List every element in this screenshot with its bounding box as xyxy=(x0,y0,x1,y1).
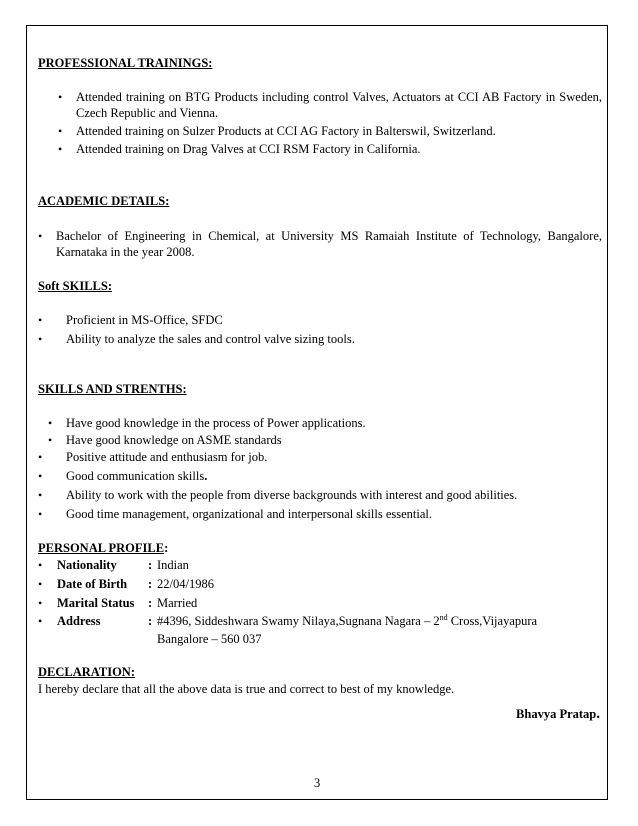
training-item-2: Attended training on Sulzer Products at CCI AG Factory in Balterswil, Switzerland. xyxy=(76,124,496,138)
training-item-1: Attended training on BTG Products including control Valves, Actuators at CCI AB Factory in Sweden, Czech Republic and Vienna. xyxy=(76,90,602,120)
profile-sep: : xyxy=(148,577,153,591)
bullet-icon: • xyxy=(58,142,63,156)
profile-label-nationality: Nationality xyxy=(57,558,117,572)
soft-skill-item-1: Proficient in MS-Office, SFDC xyxy=(66,313,223,327)
training-item-3: Attended training on Drag Valves at CCI RSM Factory in California. xyxy=(76,142,421,156)
bullet-icon: • xyxy=(58,90,63,104)
skill-item-4-text: Good communication skills xyxy=(66,469,205,483)
trainings-heading: PROFESSIONAL TRAININGS: xyxy=(38,56,213,70)
bullet-icon: • xyxy=(38,450,43,464)
academic-item-1: Bachelor of Engineering in Chemical, at University MS Ramaiah Institute of Technology, Bangalore, Karnataka in the year 2008. xyxy=(56,229,602,259)
address-line-2: Bangalore – 560 037 xyxy=(157,632,262,646)
bullet-icon: • xyxy=(38,558,43,572)
declaration-heading: DECLARATION: xyxy=(38,665,135,679)
skill-item-5: Ability to work with the people from diverse backgrounds with interest and good abilities. xyxy=(66,488,518,502)
profile-value-dob: 22/04/1986 xyxy=(157,577,214,591)
profile-label-marital: Marital Status xyxy=(57,596,135,610)
profile-value-marital: Married xyxy=(157,596,198,610)
profile-heading-colon: : xyxy=(164,541,169,555)
profile-label-address: Address xyxy=(57,614,101,628)
bullet-icon: • xyxy=(48,416,53,430)
bullet-icon: • xyxy=(58,124,63,138)
soft-skill-item-2: Ability to analyze the sales and control valve sizing tools. xyxy=(66,332,355,346)
profile-label-dob: Date of Birth xyxy=(57,577,128,591)
bullet-icon: • xyxy=(38,229,43,243)
bullet-icon: • xyxy=(38,313,43,327)
profile-heading-text: PERSONAL PROFILE xyxy=(38,541,165,555)
signature-name: Bhavya Pratap xyxy=(516,707,597,721)
bullet-icon: • xyxy=(38,577,43,591)
bullet-icon: • xyxy=(38,469,43,483)
profile-sep: : xyxy=(148,558,153,572)
profile-value-address xyxy=(157,613,537,629)
soft-skills-heading: Soft SKILLS: xyxy=(38,279,112,293)
skills-heading: SKILLS AND STRENTHS: xyxy=(38,382,187,396)
bullet-icon: • xyxy=(38,614,43,628)
skill-item-2: Have good knowledge on ASME standards xyxy=(66,433,282,447)
signature xyxy=(516,706,600,722)
signature-period: . xyxy=(596,706,600,722)
bullet-icon: • xyxy=(38,596,43,610)
profile-sep: : xyxy=(148,614,153,628)
skill-item-6: Good time management, organizational and interpersonal skills essential. xyxy=(66,507,432,521)
page-number: 3 xyxy=(314,776,321,790)
address-ordinal: nd xyxy=(439,612,448,622)
bullet-icon: • xyxy=(38,488,43,502)
academic-heading: ACADEMIC DETAILS: xyxy=(38,194,170,208)
address-line-1: #4396, Siddeshwara Swamy Nilaya,Sugnana Nagara – 2 xyxy=(157,614,440,628)
bullet-icon: • xyxy=(38,332,43,346)
profile-heading xyxy=(38,540,168,556)
bullet-icon: • xyxy=(38,507,43,521)
bullet-icon: • xyxy=(48,433,53,447)
address-line-1-rest: Cross,Vijayapura xyxy=(447,614,538,628)
declaration-text: I hereby declare that all the above data is true and correct to best of my knowledge. xyxy=(38,682,455,696)
profile-sep: : xyxy=(148,596,153,610)
skill-item-1: Have good knowledge in the process of Power applications. xyxy=(66,416,366,430)
skill-item-4 xyxy=(66,468,207,484)
skill-item-3: Positive attitude and enthusiasm for job. xyxy=(66,450,268,464)
profile-value-nationality: Indian xyxy=(157,558,189,572)
skill-item-4-period: . xyxy=(204,469,208,483)
